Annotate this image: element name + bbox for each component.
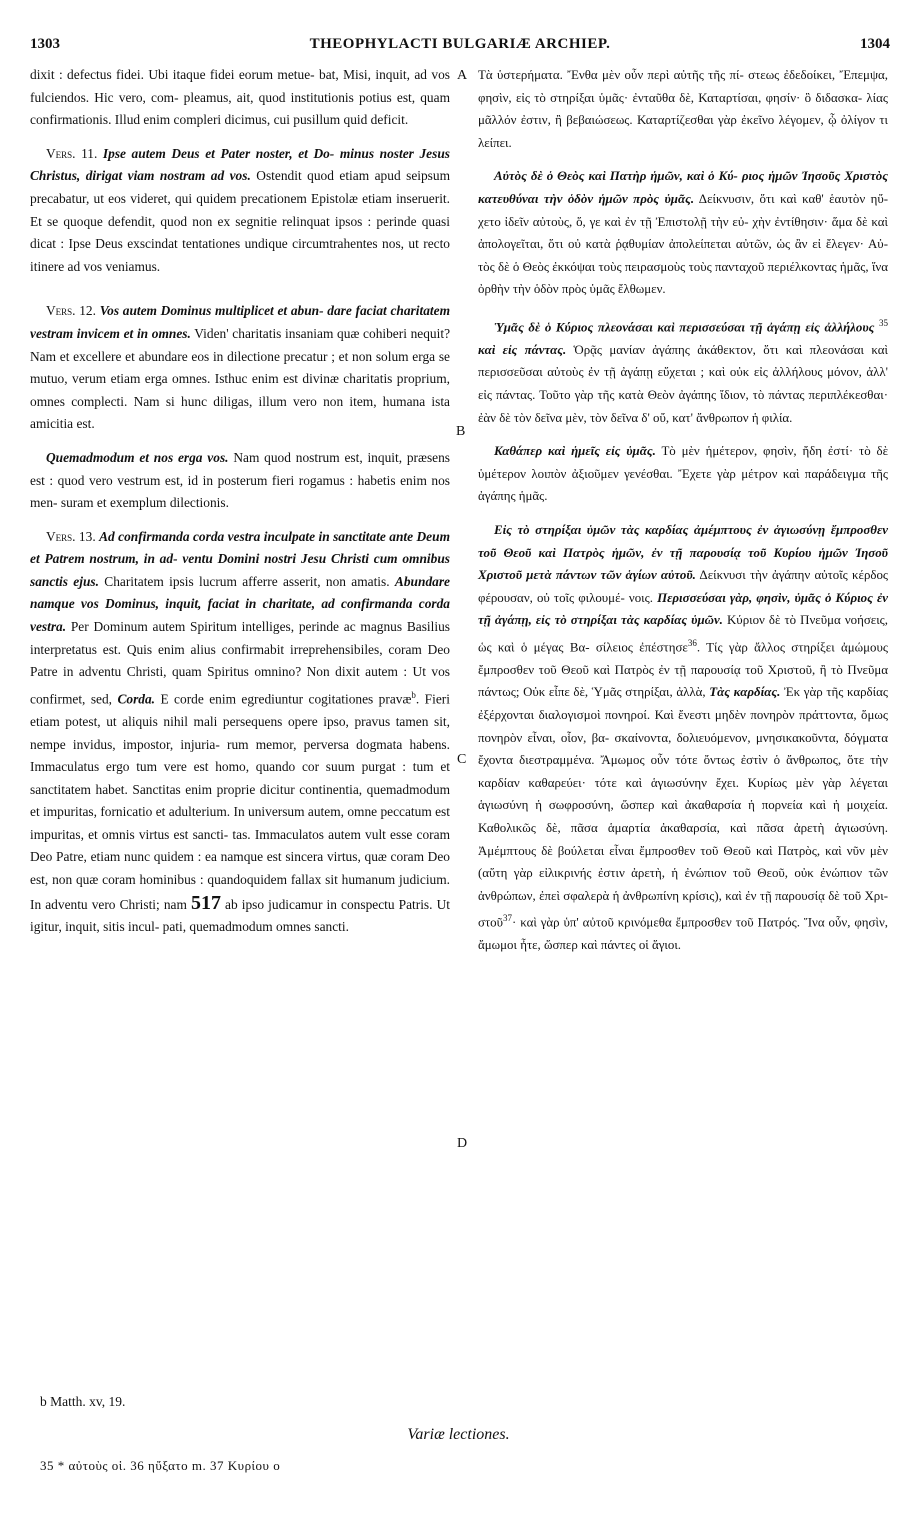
commentary-text: Ὁρᾷς μανίαν ἀγάπης ἀκάθεκτον, ὅτι καὶ πλεονάσαι καὶ περισσεῦσαι αὐτοὺς ἐν τῇ ἀγάπῃ εὔχεται ; καὶ οὐκ εἰς ἀλλήλους μόνον, ἀλλ' εἰς πάντας. Τοῦτο γὰρ τῆς κατὰ Θεὸν ἀγάπης ἴδιον, τὸ πάντας περιπλέκεσθαι· ἐὰν δὲ τὸν δεῖνα μὲν, τὸν δεῖνα δ' οὔ, κατ' ἄνθρωπον ἡ φιλία.	[478, 342, 888, 425]
running-header	[30, 36, 890, 56]
latin-paragraph	[30, 300, 450, 436]
verse-lemma: Quemadmodum et nos erga vos.	[46, 449, 229, 465]
variae-lectiones-heading: Variæ lectiones.	[407, 1426, 510, 1443]
latin-paragraph	[30, 143, 450, 279]
verse-lemma: Corda.	[117, 691, 156, 707]
verse-lemma: Ipse autem Deus et Pater noster, et Do- minus noster Jesus Christus, dirigat viam nostram ad vos.	[30, 145, 450, 184]
verse-lemma: Τὰς καρδίας.	[709, 685, 781, 700]
verse-label: Vers. 11.	[46, 145, 98, 161]
footnote-ref: 36	[687, 637, 697, 648]
verse-label: Vers. 12.	[46, 303, 96, 319]
commentary-text: Δείκνυσι τὴν ἀγάπην αὐτοῖς κέρδος φέρουσαν, οὐ τοῖς φιλουμέ- νοις.	[478, 568, 888, 605]
section-marker-d: D	[457, 1136, 468, 1151]
greek-paragraph	[478, 312, 888, 429]
commentary-text: Ἐκ γὰρ τῆς καρδίας ἐξέρχονται διαλογισμοὶ πονηροί. Καὶ ἔνεστι μηδὲν πονηρὸν πράττοντα, ὅμως πονηρὸν εἶναι, οἷον, βα- σκαίνοντα, δολιευόμενον, μνησικακοῦντα, δόγματα ἔχοντα διεστραμμένα. Ἄμωμος οὖν τότε ὄντως ἐστὶν ὁ ἄνθρωπος, ὅτε τὴν καρδίαν καθαρεύει· τότε καὶ ἁγιωσύνην ἔχει. Κυρίως μὲν γὰρ λέγεται ἁγιωσύνη ἡ σωφροσύνη, ὥσπερ καὶ ἀκαθαρσία ἡ πορνεία καὶ ἡ μοιχεία. Καθολικῶς δὲ, πᾶσα ἁμαρτία ἀκαθαρσία, καὶ πᾶσα ἀρετὴ ἁγιωσύνη. Ἀμέμπτους δὲ βούλεται εἶναι ἔμπροσθεν τοῦ Θεοῦ καὶ Πατρὸς, καὶ νῦν μὲν (αὕτη γὰρ εἰλικρινής ἐστιν ἀρετὴ, ἡ ἐνώπιον τοῦ Θεοῦ, οὐκ ἐνώπιον τῶν ἀνθρώπων, ἐπεὶ σφαλερὰ ἡ ἀνθρωπίνη κρίσις), καὶ ἐν τῇ παρουσίᾳ δὲ τοῦ Χρι- στοῦ	[478, 685, 888, 930]
section-marker-a: A	[457, 68, 468, 83]
column-number: 517	[190, 891, 221, 914]
commentary-text: Ostendit quod etiam apud seipsum precabatur, ut eos videret, qui quidem precationem Epistolæ etiam inseruerit. Et se quoque defendit, quod non ex segnitie relinquat ipsos : perinde quasi dicat : Ipse Deus exscindat tentationes undique circumtrahentes nos, ut recto itinere ad vos veniamus.	[30, 168, 450, 274]
verse-lemma: Vos autem Dominus multiplicet et abun- dare faciat charitatem vestram invicem et in omnes.	[30, 303, 450, 341]
commentary-text: Viden' charitatis insaniam quæ cohiberi nequit? Nam et excellere et abundare eos in dilectione precatur ; et non solum erga se mutuo, verum etiam erga omnes. Isthuc enim est divinæ charitatis proprium, omnes complecti. Nam si hunc diligas, illum vero non item, humana ista amicitia est.	[30, 325, 451, 432]
commentary-text: Κύριον δὲ τὸ Πνεῦμα νοήσεις, ὡς καὶ ὁ μέγας Βα- σίλειος ἐπέστησε	[478, 613, 889, 655]
commentary-text: Charitatem ipsis lucrum afferre asserit, non amatis.	[104, 573, 390, 589]
commentary-text: Δείκνυσιν, ὅτι καὶ καθ' ἑαυτὸν ηὔ- χετο ἰδεῖν αὐτοὺς, ὅ, γε καὶ ἐν τῇ Ἐπιστολῇ τὴν εὐ- χὴν ἐντίθησιν· ἅμα δὲ καὶ ἀπολογεῖται, ὅτι οὐ κατὰ ῥᾳθυμίαν ἀπολείπεται αὐτῶν, ὡς ἂν εἰ ἔλεγεν· Αὐ- τὸς δὲ ὁ Θεὸς ἐκκόψαι τοὺς πειρασμοὺς τοὺς πανταχοῦ περιέλκοντας ἡμᾶς, ἵνα ὀρθὴν τὴν ὁδὸν πρὸς ὑμᾶς ἔλθωμεν.	[478, 191, 888, 297]
verse-lemma: Καθάπερ καὶ ἡμεῖς εἰς ὑμᾶς.	[494, 444, 656, 459]
commentary-text: E corde enim egrediuntur cogitationes pravæ	[160, 691, 412, 707]
latin-paragraph	[30, 526, 450, 939]
commentary-text: Nam quod nostrum est, inquit, præsens est : quod vero vestrum est, id in posterum fieri rogamus : habetis enim nos men- suram et exemplum dilectionis.	[30, 449, 451, 511]
verse-lemma: Ad confirmanda corda vestra inculpate in sanctitate ante Deum et Patrem nostrum, in ad- ventu Domini nostri Jesu Christi cum omnibus sanctis ejus.	[30, 528, 450, 589]
commentary-text: . Fieri etiam potest, ut aliquis nihil mali persequens opere ipso, pravus tamen sit, nempe invidus, impostor, injuria- rum memor, perversa dogmata habens. Immaculatus ergo tum vere est homo, quando cor suum purgat : tum et sanctitatem habet. Sanctitas enim proprie dicitur continentia, quemadmodum et impuritas, fornicatio et adulterium. In universum autem, omne peccatum est impuritas, et omnis virtus est sancti- tas. Immaculatos autem vult esse coram Deo Patre, etiam nunc quidem : ea namque est sincera virtus, quæ coram Deo est, non quæ coram hominibus : quandoquidem fallax sit humanum judicium. In adventu vero Christi; nam	[30, 691, 450, 912]
section-marker-c: C	[457, 752, 467, 767]
footnote-ref: 37	[502, 913, 512, 924]
page-number-right: 1304	[860, 36, 890, 52]
commentary-text: · καὶ γὰρ ὑπ' αὐτοῦ κρινόμεθα ἔμπροσθεν τοῦ Πατρός. Ἵνα οὖν, φησὶν, ἄμωμοι ἦτε, ὥσπερ καὶ πάντες οἱ ἅγιοι.	[478, 915, 888, 953]
section-marker-b: B	[456, 424, 466, 439]
latin-column	[30, 64, 450, 950]
greek-paragraph	[478, 519, 888, 957]
footnote-ref: 35	[879, 317, 888, 328]
verse-lemma: Εἰς τὸ στηρίξαι ὑμῶν τὰς καρδίας ἀμέμπτους ἐν ἁγιωσύνῃ ἔμπροσθεν τοῦ Θεοῦ καὶ Πατρὸς ἡμῶν, ἐν τῇ παρουσίᾳ τοῦ Κυρίου ἡμῶν Ἰησοῦ Χριστοῦ μετὰ πάντων τῶν ἁγίων αὐτοῦ.	[478, 522, 888, 583]
commentary-text: Τὸ μὲν ἡμέτερον, φησὶν, ἤδη ἐστί· τὸ δὲ ὑμέτερον λοιπὸν ἀξιοῦμεν γενέσθαι. Ἔχετε γὰρ μέτρον καὶ παράδειγμα τῆς ἀγάπης ἡμᾶς.	[478, 444, 888, 504]
greek-column	[478, 64, 888, 968]
verse-lemma: καὶ εἰς πάντας.	[478, 342, 567, 357]
running-title: THEOPHYLACTI BULGARIÆ ARCHIEP.	[309, 36, 611, 52]
verse-lemma: Αὐτὸς δὲ ὁ Θεὸς καὶ Πατὴρ ἡμῶν, καὶ ὁ Κύ- ριος ἡμῶν Ἰησοῦς Χριστὸς κατευθύναι τὴν ὁδὸν ἡμῶν πρὸς ὑμᾶς.	[478, 169, 888, 206]
greek-paragraph	[478, 440, 888, 508]
verse-label: Vers. 13.	[46, 528, 96, 544]
latin-paragraph	[30, 447, 450, 515]
greek-paragraph: Τὰ ὑστερήματα. Ἔνθα μὲν οὖν περὶ αὐτῆς τῆς πί- στεως ἐδεδοίκει, Ἔπεμψα, φησὶν, εἰς τὸ στηρίξαι ὑμᾶς· ἐνταῦθα δὲ, Καταρτίσαι, φησίν· ὃ διδασκα- λίας μᾶλλόν ἐστιν, ἢ βεβαιώσεως. Καταρτίζεσθαι γὰρ ἐκεῖνο λέγομεν, ᾧ ὀλίγον τι λείπει.	[478, 68, 888, 150]
variae-lectiones-notes: 35 * αὐτοὺς οἱ. 36 ηὔξατο m. 37 Κυρίου ο	[40, 1458, 281, 1473]
verse-lemma: Περισσεύσαι γὰρ, φησὶν, ὑμᾶς ὁ Κύριος ἐν τῇ ἀγάπῃ, εἰς τὸ στηρίξαι τὰς καρδίας ὑμῶν.	[478, 590, 888, 628]
footnote-ref: b	[411, 689, 416, 700]
page-number-left: 1303	[30, 36, 60, 52]
greek-paragraph	[478, 165, 888, 301]
commentary-text: . Τίς γὰρ ἄλλος στηρίξει ἀμώμους ἔμπροσθεν τοῦ Θεοῦ καὶ Πατρὸς ἐν τῇ παρουσίᾳ τοῦ Χριστοῦ, ἢ τὸ Πνεῦμα πάντως; Οὐκ εἶπε δὲ, Ὑμᾶς στηρίξαι, ἀλλὰ,	[478, 640, 888, 700]
latin-paragraph: dixit : defectus fidei. Ubi itaque fidei eorum metue- bat, Misi, inquit, ad vos fulciendos. Hic vero, com- pleamus, ait, quod institutionis potius est, quam confirmationis. Illud enim compleri dicimus, cui pusillum quid deficit.	[30, 67, 450, 128]
commentary-text: Per Dominum autem Spiritum intelliges, perinde ac magnus Basilius interpretatus est. Quis enim alius confirmabit irreprehensibiles, coram Deo Patre in adventu Christi, quam Spiritus omnino? Non dixit autem : Ut vos confirmet, sed,	[30, 619, 450, 707]
verse-lemma: Abundare namque vos Dominus, inquit, faciat in charitate, ad confirmanda corda vestra.	[30, 573, 450, 635]
commentary-text: ab ipso judicamur in conspectu Patris. Ut igitur, inquit, sitis incul- pati, quemadmodum omnes sancti.	[30, 896, 450, 935]
footnote: b Matth. xv, 19.	[40, 1394, 126, 1409]
verse-lemma: Ὑμᾶς δὲ ὁ Κύριος πλεονάσαι καὶ περισσεύσαι τῇ ἀγάπῃ εἰς ἀλλήλους	[494, 320, 875, 335]
